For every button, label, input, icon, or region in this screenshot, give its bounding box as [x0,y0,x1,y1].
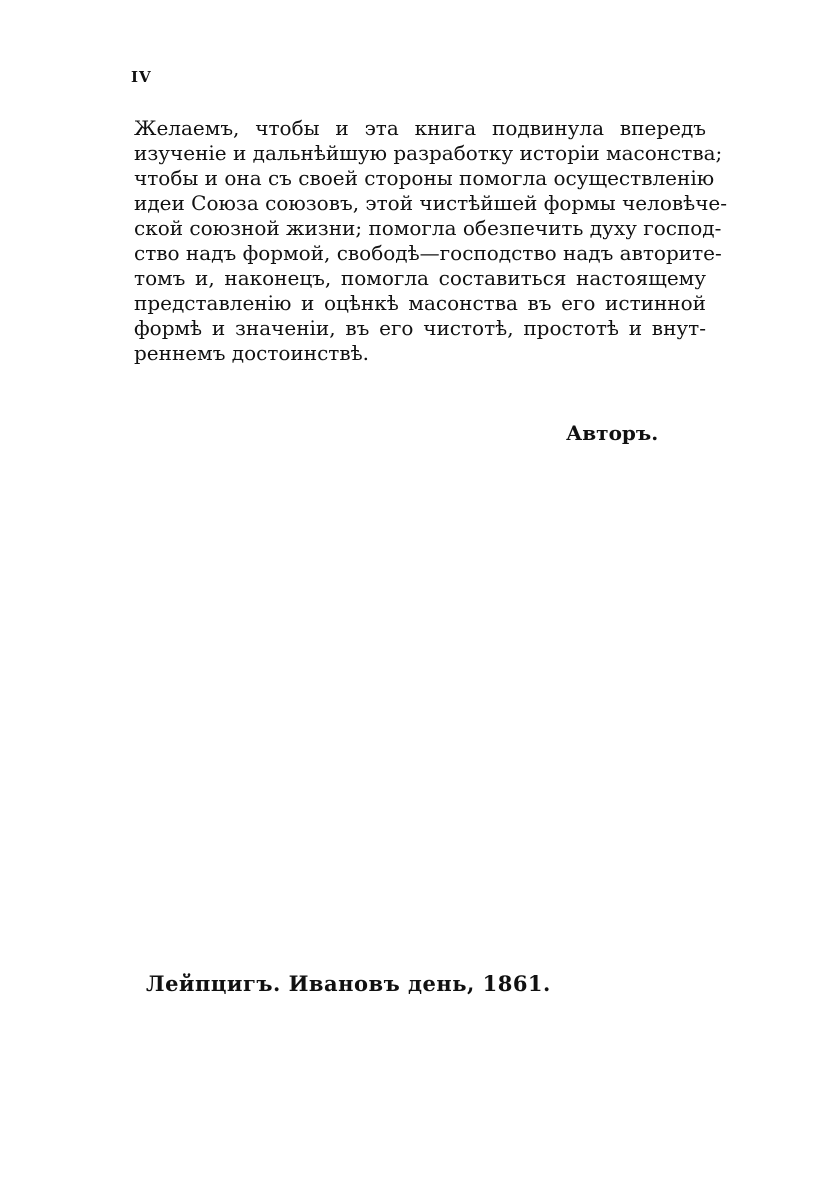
paragraph-line: формѣ и значеніи, въ его чистотѣ, простотѣ и внут- [134,316,706,340]
paragraph-line: чтобы и она съ своей стороны помогла осуществленію [134,166,715,190]
paragraph-line: реннемъ достоинствѣ. [134,341,370,365]
paragraph-line: Желаемъ, чтобы и эта книга подвинула впередъ [134,116,706,140]
paragraph-line: ство надъ формой, свободѣ—господство надъ авторите- [134,241,722,265]
place-and-date: Лейпцигъ. Ивановъ день, 1861. [146,971,551,996]
paragraph-line: ской союзной жизни; помогла обезпечить духу господ- [134,216,722,240]
paragraph-line: изученіе и дальнѣйшую разработку исторіи масонства; [134,141,723,165]
body-paragraph [134,116,728,366]
page-number: IV [131,68,152,86]
paragraph-line: идеи Союза союзовъ, этой чистѣйшей формы человѣче- [134,191,728,215]
paragraph-line: представленію и оцѣнкѣ масонства въ его истинной [134,291,706,315]
author-signature: Авторъ. [566,421,659,445]
paragraph-line: томъ и, наконецъ, помогла составиться настоящему [134,266,706,290]
